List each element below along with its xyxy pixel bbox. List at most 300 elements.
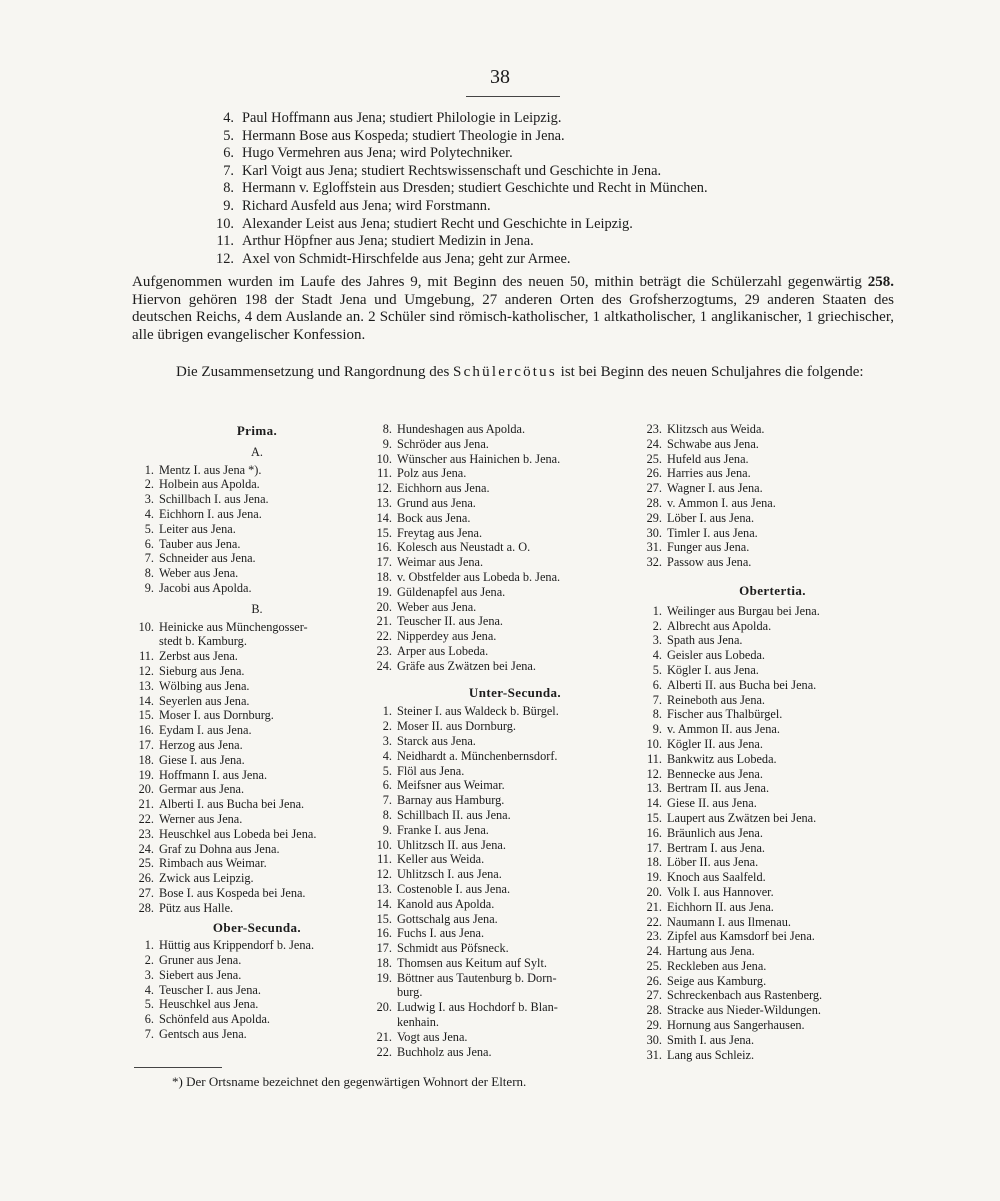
item-number: 29.: [646, 1018, 662, 1033]
item-number: 16.: [646, 825, 662, 840]
item-text: Harries aus Jena.: [667, 466, 751, 481]
item-text: Leiter aus Jena.: [159, 521, 236, 536]
item-text: Zipfel aus Kamsdorf bei Jena.: [667, 929, 815, 944]
list-item: [640, 1033, 905, 1048]
item-text: Schröder aus Jena.: [397, 436, 489, 451]
item-text: Löber II. aus Jena.: [667, 855, 759, 870]
item-number: 24.: [646, 436, 662, 451]
list-item: [132, 938, 382, 953]
item-text: Alberti II. aus Bucha bei Jena.: [667, 677, 817, 692]
item-text: Meifsner aus Weimar.: [397, 778, 505, 793]
obertertia-list: [640, 604, 905, 1063]
item-number: 12.: [376, 481, 392, 496]
item-text: Teuscher I. aus Jena.: [159, 982, 261, 997]
list-item: [370, 422, 640, 437]
list-item: [370, 882, 640, 897]
list-item: [370, 614, 640, 629]
item-number: 19.: [646, 870, 662, 885]
list-item: [200, 251, 920, 269]
item-number: 18.: [646, 855, 662, 870]
item-number: 3.: [144, 492, 154, 507]
item-number: 26.: [646, 466, 662, 481]
item-number: 25.: [646, 958, 662, 973]
list-item: [132, 856, 382, 871]
item-number: 15.: [138, 708, 154, 723]
unter-secunda-list-b: [640, 422, 905, 570]
item-text: Hartung aus Jena.: [667, 944, 755, 959]
item-number: 11.: [377, 466, 392, 481]
item-number: 27.: [646, 988, 662, 1003]
item-text: Steiner I. aus Waldeck b. Bürgel.: [397, 704, 559, 719]
item-text: Kögler II. aus Jena.: [667, 736, 763, 751]
item-number: 21.: [138, 797, 154, 812]
item-number: 6.: [144, 536, 154, 551]
item-number: 10.: [376, 837, 392, 852]
list-item: [640, 826, 905, 841]
item-continuation: burg.: [397, 985, 423, 1000]
item-number: 12.: [646, 766, 662, 781]
item-number: 7.: [144, 1027, 154, 1042]
list-item: [640, 693, 905, 708]
item-number: 15.: [646, 810, 662, 825]
composition-text-1: Die Zusammensetzung und Rangordnung des: [176, 364, 454, 380]
item-text: Karl Voigt aus Jena; studiert Rechtswissenschaft und Geschichte in Jena.: [242, 162, 662, 179]
item-number: 7.: [144, 551, 154, 566]
item-number: 13.: [376, 495, 392, 510]
item-text: Lang aus Schleiz.: [667, 1047, 755, 1062]
list-item: [370, 941, 640, 956]
item-number: 1.: [144, 462, 154, 477]
ober-secunda-list-b: [370, 422, 640, 674]
list-item: [640, 796, 905, 811]
item-number: 18.: [376, 569, 392, 584]
item-number: 2.: [144, 953, 154, 968]
item-text: Germar aus Jena.: [159, 782, 245, 797]
list-item: [640, 511, 905, 526]
item-text: Alexander Leist aus Jena; studiert Recht und Geschichte in Leipzig.: [242, 215, 633, 232]
list-item: [132, 886, 382, 901]
list-item: [640, 481, 905, 496]
list-item: [200, 198, 920, 216]
page-number-rule: [466, 96, 560, 97]
list-item: [370, 1045, 640, 1060]
footnote: *) Der Ortsname bezeichnet den gegenwärtigen Wohnort der Eltern.: [172, 1074, 527, 1089]
list-item: [132, 679, 382, 694]
item-number: 25.: [646, 451, 662, 466]
item-text: Heuschkel aus Lobeda bei Jena.: [159, 826, 317, 841]
item-number: 27.: [138, 885, 154, 900]
column-1: [132, 424, 382, 1042]
item-text: Schwabe aus Jena.: [667, 436, 759, 451]
item-number: 22.: [376, 1044, 392, 1059]
list-item: [640, 855, 905, 870]
item-number: 15.: [376, 911, 392, 926]
item-number: 21.: [376, 614, 392, 629]
list-item: [132, 901, 382, 916]
item-text: Wagner I. aus Jena.: [667, 481, 763, 496]
item-number: 32.: [646, 555, 662, 570]
list-item: [640, 707, 905, 722]
item-number: 14.: [646, 796, 662, 811]
item-number: 8.: [382, 422, 392, 436]
item-text: Bennecke aus Jena.: [667, 766, 763, 781]
ober-secunda-list-a: [132, 938, 382, 1042]
list-item: [640, 555, 905, 570]
list-item: [132, 871, 382, 886]
list-item: [370, 897, 640, 912]
item-text: Gottschalg aus Jena.: [397, 911, 498, 926]
list-item: [200, 110, 920, 128]
column-3: [640, 422, 905, 1062]
item-text: Gentsch aus Jena.: [159, 1027, 247, 1042]
prima-a-list: [132, 463, 382, 596]
list-item: [370, 452, 640, 467]
prima-b-label: B.: [251, 601, 263, 616]
item-number: 14.: [376, 510, 392, 525]
item-number: 21.: [646, 899, 662, 914]
item-number: 19.: [376, 584, 392, 599]
item-number: 13.: [138, 678, 154, 693]
list-item: [132, 953, 382, 968]
item-number: 22.: [376, 629, 392, 644]
item-text: Hermann Bose aus Kospeda; studiert Theologie in Jena.: [242, 127, 565, 144]
item-text: Geisler aus Lobeda.: [667, 648, 765, 663]
list-item: [132, 551, 382, 566]
item-text: Thomsen aus Keitum auf Sylt.: [397, 955, 547, 970]
item-number: 26.: [138, 871, 154, 886]
item-number: 28.: [646, 495, 662, 510]
item-text: Paul Hoffmann aus Jena; studiert Philologie in Leipzig.: [242, 110, 562, 126]
student-count: 258.: [867, 274, 894, 290]
list-item: [132, 983, 382, 998]
item-number: 23.: [646, 929, 662, 944]
list-item: [370, 704, 640, 719]
item-text: Barnay aus Hamburg.: [397, 793, 505, 808]
item-number: 17.: [646, 840, 662, 855]
item-text: Bräunlich aus Jena.: [667, 825, 763, 840]
list-item: [640, 885, 905, 900]
item-text: Schillbach II. aus Jena.: [397, 807, 511, 822]
item-number: 4.: [144, 982, 154, 997]
composition-text-2: ist bei Beginn des neuen Schuljahres die folgende:: [556, 364, 864, 380]
item-number: 4.: [144, 506, 154, 521]
item-number: 23.: [376, 643, 392, 658]
item-number: 7.: [652, 692, 662, 707]
list-item: [370, 644, 640, 659]
item-number: 10.: [216, 215, 234, 232]
item-text: Costenoble I. aus Jena.: [397, 881, 511, 896]
list-item: [370, 734, 640, 749]
list-item: [132, 708, 382, 723]
item-text: Weimar aus Jena.: [397, 555, 484, 570]
item-text: Zwick aus Leipzig.: [159, 871, 254, 886]
list-item: [640, 870, 905, 885]
list-item: [370, 1030, 640, 1045]
list-item: [132, 566, 382, 581]
item-text: Herzog aus Jena.: [159, 737, 243, 752]
item-number: 15.: [376, 525, 392, 540]
item-number: 11.: [216, 233, 234, 250]
list-item: [132, 797, 382, 812]
list-item: [132, 537, 382, 552]
item-text: Hufeld aus Jena.: [667, 451, 749, 466]
item-text: Bock aus Jena.: [397, 510, 471, 525]
item-text: Grund aus Jena.: [397, 495, 476, 510]
item-text: Hermann v. Egloffstein aus Dresden; studiert Geschichte und Recht in München.: [242, 180, 708, 197]
item-number: 21.: [376, 1029, 392, 1044]
item-number: 3.: [382, 733, 392, 748]
list-item: [640, 1003, 905, 1018]
admissions-paragraph: [132, 274, 894, 344]
item-text: Löber I. aus Jena.: [667, 510, 755, 525]
list-item: [640, 900, 905, 915]
list-item: [200, 128, 920, 146]
item-number: 30.: [646, 1032, 662, 1047]
item-number: 19.: [138, 767, 154, 782]
item-number: 3.: [144, 967, 154, 982]
list-item: [370, 481, 640, 496]
item-text: Nipperdey aus Jena.: [397, 629, 497, 644]
list-item: [640, 811, 905, 826]
item-number: 9.: [382, 436, 392, 451]
item-text: Bankwitz aus Lobeda.: [667, 751, 777, 766]
item-text: Timler I. aus Jena.: [667, 525, 758, 540]
item-text: Polz aus Jena.: [397, 466, 467, 481]
list-item: [132, 477, 382, 492]
prima-heading: Prima.: [236, 423, 278, 438]
list-item: [640, 752, 905, 767]
item-number: 5.: [652, 662, 662, 677]
list-item: [370, 437, 640, 452]
item-text: Vogt aus Jena.: [397, 1029, 468, 1044]
item-number: 2.: [382, 719, 392, 734]
list-item: [132, 522, 382, 537]
obertertia-heading: Obertertia.: [739, 582, 806, 598]
item-number: 5.: [382, 763, 392, 778]
item-text: Holbein aus Apolda.: [159, 477, 260, 492]
list-item: [370, 466, 640, 481]
list-item: [132, 694, 382, 709]
list-item: [132, 581, 382, 596]
item-text: Schreckenbach aus Rastenberg.: [667, 988, 823, 1003]
item-text: Werner aus Jena.: [159, 811, 243, 826]
list-item: [640, 959, 905, 974]
list-item: [370, 659, 640, 674]
item-number: 24.: [646, 944, 662, 959]
list-item: [132, 782, 382, 797]
column-2: [370, 422, 640, 1059]
item-text: Neidhardt a. Münchenbernsdorf.: [397, 748, 558, 763]
item-number: 11.: [377, 852, 392, 867]
item-number: 31.: [646, 540, 662, 555]
list-item: [132, 507, 382, 522]
list-item: [370, 971, 640, 986]
item-number: 28.: [646, 1003, 662, 1018]
list-item: [640, 974, 905, 989]
item-number: 28.: [138, 900, 154, 915]
list-item: [370, 511, 640, 526]
item-text: Arthur Höpfner aus Jena; studiert Medizin in Jena.: [242, 233, 534, 250]
item-number: 5.: [144, 997, 154, 1012]
item-number: 20.: [646, 884, 662, 899]
list-item: [132, 997, 382, 1012]
item-number: 6.: [144, 1012, 154, 1027]
item-number: 16.: [138, 723, 154, 738]
item-number: 22.: [646, 914, 662, 929]
admissions-text-2: Hiervon gehören 198 der Stadt Jena und Umgebung, 27 anderen Orten des Grofsherzogtums, 29 anderen Staaten des deutschen Reichs, 4 dem Auslande an. 2 Schüler sind römisch-katholischer, 1 altkatholischer, 1 anglikanischer, 1 griechischer, alle übrigen evangelischer Konfession.: [132, 291, 894, 343]
list-item: [640, 466, 905, 481]
list-item: [370, 749, 640, 764]
item-number: 29.: [646, 510, 662, 525]
list-item: [132, 1012, 382, 1027]
list-item: [370, 838, 640, 853]
item-number: 27.: [646, 481, 662, 496]
item-text: Stracke aus Nieder-Wildungen.: [667, 1003, 821, 1018]
item-number: 11.: [139, 649, 154, 664]
item-number: 20.: [138, 782, 154, 797]
item-text: Wünscher aus Hainichen b. Jena.: [397, 451, 561, 466]
item-text: Kögler I. aus Jena.: [667, 662, 759, 677]
item-text: Hüttig aus Krippendorf b. Jena.: [159, 938, 315, 953]
list-item: [640, 781, 905, 796]
item-text: Eichhorn II. aus Jena.: [667, 899, 774, 914]
item-text: Kolesch aus Neustadt a. O.: [397, 540, 531, 555]
item-text: Teuscher II. aus Jena.: [397, 614, 504, 629]
item-text: Pütz aus Halle.: [159, 900, 234, 915]
page-number: 38: [490, 66, 510, 88]
list-item: [640, 619, 905, 634]
item-text: Fischer aus Thalbürgel.: [667, 707, 783, 722]
item-number: 26.: [646, 973, 662, 988]
item-number: 30.: [646, 525, 662, 540]
list-item: [132, 492, 382, 507]
item-number: 3.: [652, 633, 662, 648]
item-text: Reineboth aus Jena.: [667, 692, 766, 707]
list-item: [370, 808, 640, 823]
list-item: [200, 163, 920, 181]
list-item: [132, 1027, 382, 1042]
item-number: 9.: [382, 822, 392, 837]
list-item: [370, 912, 640, 927]
item-continuation: kenhain.: [397, 1015, 440, 1030]
item-number: 4.: [223, 110, 234, 126]
item-text: Ludwig I. aus Hochdorf b. Blan-: [397, 1000, 558, 1015]
list-item: [200, 233, 920, 251]
item-text: Zerbst aus Jena.: [159, 649, 238, 664]
item-number: 16.: [376, 926, 392, 941]
item-number: 12.: [376, 867, 392, 882]
item-number: 11.: [647, 751, 662, 766]
item-text: Eichhorn aus Jena.: [397, 481, 490, 496]
item-text: Knoch aus Saalfeld.: [667, 870, 766, 885]
item-text: Spath aus Jena.: [667, 633, 743, 648]
list-item: [370, 764, 640, 779]
item-number: 5.: [144, 521, 154, 536]
item-number: 10.: [646, 736, 662, 751]
list-item: [640, 722, 905, 737]
unter-secunda-heading: Unter-Secunda.: [468, 684, 562, 700]
item-text: Funger aus Jena.: [667, 540, 750, 555]
list-item: [370, 823, 640, 838]
item-continuation: stedt b. Kamburg.: [159, 634, 247, 649]
item-text: Giese II. aus Jena.: [667, 796, 757, 811]
list-item: [370, 600, 640, 615]
item-number: 6.: [223, 145, 234, 162]
item-number: 5.: [223, 127, 234, 144]
item-number: 17.: [376, 555, 392, 570]
list-item: [640, 1018, 905, 1033]
item-number: 23.: [138, 826, 154, 841]
item-text: Volk I. aus Hannover.: [667, 884, 774, 899]
prima-a-label: A.: [251, 444, 263, 459]
item-text: Alberti I. aus Bucha bei Jena.: [159, 797, 305, 812]
list-item: [640, 929, 905, 944]
list-item: [640, 633, 905, 648]
item-number: 20.: [376, 599, 392, 614]
list-item: [370, 555, 640, 570]
list-item: [640, 841, 905, 856]
item-number: 12.: [138, 663, 154, 678]
item-text: Bertram I. aus Jena.: [667, 840, 765, 855]
list-item: [640, 422, 905, 437]
item-number: 23.: [646, 422, 662, 436]
item-number: 6.: [382, 778, 392, 793]
item-text: Seige aus Kamburg.: [667, 973, 767, 988]
item-text: Moser II. aus Dornburg.: [397, 719, 516, 734]
item-text: Axel von Schmidt-Hirschfelde aus Jena; geht zur Armee.: [242, 250, 571, 267]
item-number: 8.: [382, 807, 392, 822]
list-item: [640, 1048, 905, 1063]
list-item: [132, 827, 382, 842]
item-text: Bertram II. aus Jena.: [667, 781, 770, 796]
prima-b-list: [132, 620, 382, 916]
item-text: Kanold aus Apolda.: [397, 896, 495, 911]
list-item: [370, 496, 640, 511]
unter-secunda-list-a: [370, 704, 640, 1059]
item-text: Keller aus Weida.: [397, 852, 485, 867]
list-item: [640, 437, 905, 452]
item-number: 31.: [646, 1047, 662, 1062]
item-number: 9.: [652, 722, 662, 737]
list-item: [640, 663, 905, 678]
item-number: 1.: [382, 704, 392, 719]
item-number: 4.: [652, 648, 662, 663]
list-item: [370, 585, 640, 600]
list-item: [640, 767, 905, 782]
list-item: [370, 926, 640, 941]
list-item: [370, 956, 640, 971]
list-item: [200, 180, 920, 198]
item-text: Albrecht aus Apolda.: [667, 618, 772, 633]
list-item: [370, 526, 640, 541]
item-text: Weber aus Jena.: [159, 566, 239, 581]
list-item: [640, 526, 905, 541]
item-number: 19.: [376, 970, 392, 985]
item-text: Fuchs I. aus Jena.: [397, 926, 485, 941]
item-number: 14.: [376, 896, 392, 911]
item-text: Reckleben aus Jena.: [667, 958, 767, 973]
item-text: Wölbing aus Jena.: [159, 678, 250, 693]
item-text: Hundeshagen aus Apolda.: [397, 422, 526, 436]
item-number: 2.: [144, 477, 154, 492]
item-text: Rimbach aus Weimar.: [159, 856, 267, 871]
list-item: [640, 944, 905, 959]
list-item: [132, 968, 382, 983]
item-text: Weber aus Jena.: [397, 599, 477, 614]
item-number: 9.: [223, 197, 234, 214]
item-number: 9.: [144, 580, 154, 595]
item-text: Hoffmann I. aus Jena.: [159, 767, 268, 782]
